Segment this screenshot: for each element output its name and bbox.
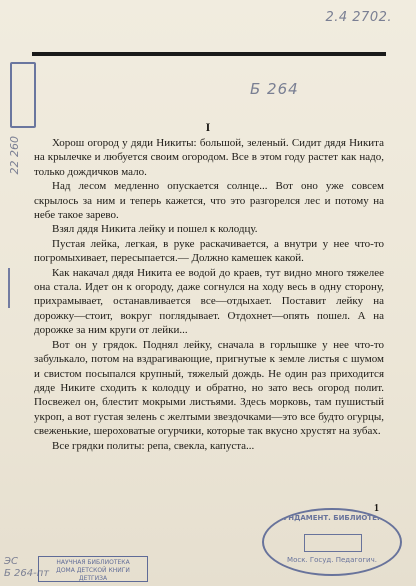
bottom-code-line: ЭС xyxy=(4,556,18,567)
round-stamp-inner-box xyxy=(304,534,362,552)
bottom-code-line: Б 264-пт xyxy=(4,568,50,579)
chapter-number: I xyxy=(205,120,211,134)
round-library-stamp xyxy=(262,508,402,576)
page-number: 1 xyxy=(374,503,379,514)
margin-stamp xyxy=(8,268,20,308)
handwritten-side-number: 22 260 xyxy=(8,136,21,175)
header-rule xyxy=(32,52,386,56)
paragraph: Хорош огород у дяди Никиты: большой, зеленый. Сидит дядя Никита на крылечке и любуется своим огородом. Все в этом году растет как надо, только дождичков мало. xyxy=(34,137,384,178)
library-stamp-line: НАУЧНАЯ БИБЛИОТЕКА xyxy=(56,559,130,566)
paragraph: Пустая лейка, легкая, в руке раскачивается, а внутри у нее что-то погромыхивает, пересыпается.— Должно камешек какой. xyxy=(34,237,384,265)
library-side-stamp xyxy=(10,62,36,128)
body-text xyxy=(34,136,384,453)
paragraph: Все грядки политы: репа, свекла, капуста... xyxy=(52,439,255,452)
handwritten-shelf-code: Б 264 xyxy=(250,80,299,98)
paragraph: Как накачал дядя Никита ее водой до краев, тут видно много тяжелее она стала. Идет он к огороду, даже согнулся на ходу весь в одну сторону, прихрамывает, останавливается все—отдыхает. Поставит лейку на дорожку—стоит, вокруг поглядывает. Отдохнет—опять пошел. А на дорожке за ним круги от лейки... xyxy=(34,266,384,337)
library-stamp-line: ДОМА ДЕТСКОЙ КНИГИ xyxy=(56,567,130,574)
paragraph: Вот он у грядок. Поднял лейку, сначала в горлышке у нее что-то забулькало, потом на вздрагивающие, пригнутые к земле листья с шумом и свистом посыпался крупный, тяжелый дождь. Не один раз приходится дяде Никите сходить к колодцу и обратно, но зато весь огород полит. Посвежел он, блестит мокрыми листьями. Здесь морковь, там пушистый укроп, а вот густая зелень с желтыми звездочками—это все будто огурцы, свеженькие, шероховатые огурчики, которые так вкусно хрустят на зубах. xyxy=(34,338,384,438)
paragraph: Над лесом медленно опускается солнце... Вот оно уже совсем скрылось за ним и теперь кажется, что это разгорелся лес и потому на небе такое зарево. xyxy=(34,180,384,222)
library-stamp-line: ДЕТГИЗА xyxy=(78,575,108,582)
round-stamp-top-text: ФУНДАМЕНТ. БИБЛИОТЕКА xyxy=(275,514,389,522)
paragraph: Взял дядя Никита лейку и пошел к колодцу. xyxy=(52,223,258,236)
handwritten-inventory-number: 2.4 2702. xyxy=(325,10,392,25)
round-stamp-bottom-text: Моск. Госуд. Педагогич. xyxy=(287,556,377,564)
library-stamp xyxy=(38,556,148,582)
